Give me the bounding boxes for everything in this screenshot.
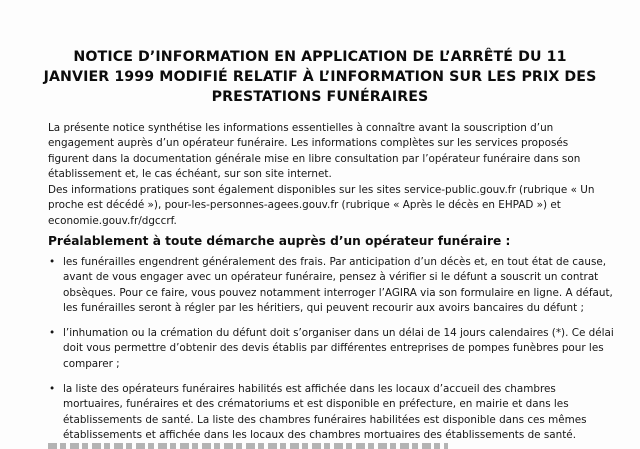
bullet-icon: •: [49, 327, 56, 340]
bullet-list: [48, 255, 614, 449]
document-title: NOTICE D’INFORMATION EN APPLICATION DE L’ARRÊTÉ DU 11 JANVIER 1999 MODIFIÉ RELATIF À L’INFORMATION SUR LES PRIX DES PRESTATIONS FUNÉRAIRES: [43, 49, 597, 105]
list-item: [48, 382, 614, 443]
truncated-text-fragment: [48, 443, 448, 449]
section-heading: Préalablement à toute démarche auprès d’un opérateur funéraire :: [48, 234, 511, 248]
list-item: [48, 255, 614, 316]
list-item-text: les funérailles engendrent généralement des frais. Par anticipation d’un décès et, en tout état de cause, avant de vous engager avec un opérateur funéraire, pensez à vérifier si le défunt a souscrit un contrat obsèques. Pour ce faire, vous pouvez notamment interroger l’AGIRA via son formulaire en ligne. A défaut, les funérailles seront à régler par les héritiers, qui peuvent recourir aux avoirs bancaires du défunt ;: [63, 256, 613, 314]
info-sources-paragraph: Des informations pratiques sont également disponibles sur les sites service-public.gouv.fr (rubrique « Un proche est décédé »), pour-les-personnes-agees.gouv.fr (rubrique « Après le décès en EHPAD ») et economie.gouv.fr/dgccrf.: [48, 184, 595, 227]
intro-paragraph: La présente notice synthétise les informations essentielles à connaître avant la souscription d’un engagement auprès d’un opérateur funéraire. Les informations complètes sur les services proposés figurent dans la documentation générale mise en libre consultation par l’opérateur funéraire dans son établissement et, le cas échéant, sur son site internet.: [48, 122, 581, 180]
truncated-next-heading: [48, 441, 608, 449]
bullet-icon: •: [49, 256, 56, 268]
list-item: [48, 326, 614, 372]
list-item-text: l’inhumation ou la crémation du défunt doit s’organiser dans un délai de 14 jours calendaires (*). Ce délai doit vous permettre d’obtenir des devis établis par différentes entreprises de pompes funèbres pour les comparer ;: [63, 327, 614, 370]
bullet-icon: •: [49, 383, 56, 396]
list-item-text: la liste des opérateurs funéraires habilités est affichée dans les locaux d’accueil des chambres mortuaires, funéraires et des crématoriums et est disponible en préfecture, en mairie et dans les établissements de santé. La liste des chambres funéraires habilitées est disponible dans ces mêmes établissements et affichée dans les locaux des chambres mortuaires des établissements de santé.: [63, 383, 587, 441]
